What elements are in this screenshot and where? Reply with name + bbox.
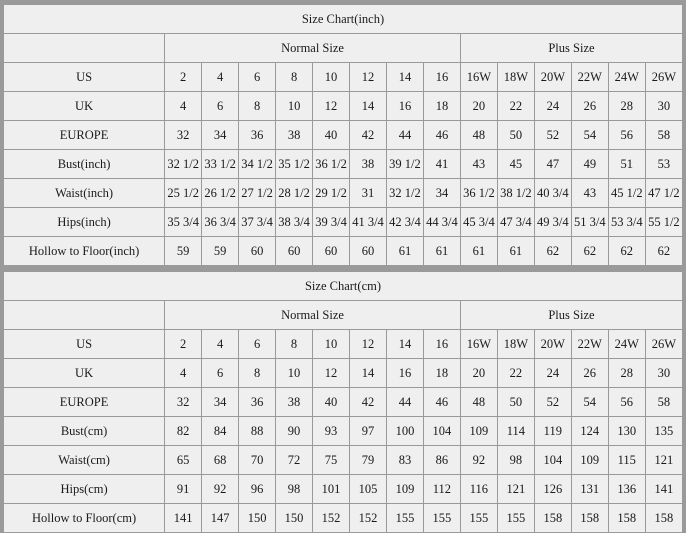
table-cell: 22W	[571, 330, 608, 359]
table-cell: 34 1/2	[239, 150, 276, 179]
row-label: US	[4, 330, 165, 359]
table-cell: 36	[239, 388, 276, 417]
table-cell: 39 1/2	[386, 150, 423, 179]
table-cell: 28	[608, 92, 645, 121]
table-cell: 152	[350, 504, 387, 533]
table-cell: 16W	[460, 330, 497, 359]
row-label: Hollow to Floor(inch)	[4, 237, 165, 266]
table-row	[4, 504, 683, 533]
table-cell: 4	[202, 330, 239, 359]
table-cell: 158	[608, 504, 645, 533]
row-label: EUROPE	[4, 121, 165, 150]
table-cell: 84	[202, 417, 239, 446]
table-cell: 45	[497, 150, 534, 179]
table-cell: 54	[571, 121, 608, 150]
table-cell: 24W	[608, 63, 645, 92]
table-cell: 105	[350, 475, 387, 504]
table-cell: 32	[165, 388, 202, 417]
table-cell: 34	[423, 179, 460, 208]
table-cell: 40	[313, 388, 350, 417]
table-cell: 130	[608, 417, 645, 446]
table-cell: 8	[276, 63, 313, 92]
table-cell: 22	[497, 359, 534, 388]
table-cell: 18	[423, 359, 460, 388]
table-cell: 52	[534, 388, 571, 417]
table-cell: 16	[386, 359, 423, 388]
table-cell: 114	[497, 417, 534, 446]
table-cell: 96	[239, 475, 276, 504]
table-cell: 14	[350, 92, 387, 121]
table-cell: 150	[276, 504, 313, 533]
table-cell: 6	[202, 92, 239, 121]
size-chart-inch-container	[3, 4, 683, 266]
table-cell: 155	[497, 504, 534, 533]
table-cell: 86	[423, 446, 460, 475]
table-cell: 59	[202, 237, 239, 266]
table-cell: 62	[534, 237, 571, 266]
table-cell: 27 1/2	[239, 179, 276, 208]
table-cell: 88	[239, 417, 276, 446]
table-cell: 36	[239, 121, 276, 150]
table-cell: 45 1/2	[608, 179, 645, 208]
row-label: UK	[4, 92, 165, 121]
table-cell: 44 3/4	[423, 208, 460, 237]
table-cell: 116	[460, 475, 497, 504]
table-cell: 20W	[534, 330, 571, 359]
table-cell: 20W	[534, 63, 571, 92]
table-row	[4, 446, 683, 475]
table-row	[4, 92, 683, 121]
table-cell: 42	[350, 388, 387, 417]
row-label: Hollow to Floor(cm)	[4, 504, 165, 533]
table-cell: 40	[313, 121, 350, 150]
table-cell: 65	[165, 446, 202, 475]
table-cell: 34	[202, 388, 239, 417]
table-cell: 38	[276, 121, 313, 150]
table-cell: 28 1/2	[276, 179, 313, 208]
table-cell: 22W	[571, 63, 608, 92]
table-cell: 26W	[645, 330, 682, 359]
table-cell: 42	[350, 121, 387, 150]
chart-title: Size Chart(inch)	[4, 5, 683, 34]
table-cell: 46	[423, 388, 460, 417]
table-cell: 14	[386, 63, 423, 92]
table-cell: 6	[239, 63, 276, 92]
table-cell: 98	[497, 446, 534, 475]
table-cell: 109	[571, 446, 608, 475]
table-cell: 22	[497, 92, 534, 121]
table-cell: 135	[645, 417, 682, 446]
table-cell: 62	[645, 237, 682, 266]
table-cell: 36 1/2	[460, 179, 497, 208]
table-cell: 14	[350, 359, 387, 388]
table-cell: 131	[571, 475, 608, 504]
table-row	[4, 121, 683, 150]
table-cell: 92	[202, 475, 239, 504]
table-cell: 82	[165, 417, 202, 446]
row-label: Hips(cm)	[4, 475, 165, 504]
table-cell: 155	[423, 504, 460, 533]
table-cell: 46	[423, 121, 460, 150]
table-cell: 14	[386, 330, 423, 359]
table-row	[4, 208, 683, 237]
table-cell: 101	[313, 475, 350, 504]
table-cell: 36 3/4	[202, 208, 239, 237]
table-cell: 38	[350, 150, 387, 179]
table-cell: 50	[497, 388, 534, 417]
table-cell: 42 3/4	[386, 208, 423, 237]
table-cell: 33 1/2	[202, 150, 239, 179]
table-cell: 79	[350, 446, 387, 475]
table-cell: 10	[313, 330, 350, 359]
table-cell: 68	[202, 446, 239, 475]
table-cell: 38	[276, 388, 313, 417]
table-cell: 56	[608, 388, 645, 417]
group-header: Normal Size	[165, 34, 461, 63]
table-cell: 18	[423, 92, 460, 121]
corner-blank-cell	[4, 301, 165, 330]
table-cell: 38 3/4	[276, 208, 313, 237]
table-cell: 24W	[608, 330, 645, 359]
table-cell: 155	[386, 504, 423, 533]
chart-group-row	[4, 301, 683, 330]
table-cell: 141	[165, 504, 202, 533]
table-cell: 24	[534, 92, 571, 121]
table-cell: 12	[313, 92, 350, 121]
table-cell: 40 3/4	[534, 179, 571, 208]
table-cell: 59	[165, 237, 202, 266]
table-cell: 32 1/2	[165, 150, 202, 179]
table-cell: 75	[313, 446, 350, 475]
table-cell: 112	[423, 475, 460, 504]
table-cell: 8	[239, 92, 276, 121]
table-cell: 50	[497, 121, 534, 150]
corner-blank-cell	[4, 34, 165, 63]
table-cell: 4	[165, 92, 202, 121]
table-cell: 18W	[497, 330, 534, 359]
table-cell: 93	[313, 417, 350, 446]
table-cell: 136	[608, 475, 645, 504]
table-cell: 91	[165, 475, 202, 504]
table-cell: 29 1/2	[313, 179, 350, 208]
table-cell: 62	[571, 237, 608, 266]
table-cell: 10	[276, 359, 313, 388]
table-cell: 16W	[460, 63, 497, 92]
table-cell: 97	[350, 417, 387, 446]
size-chart-table	[3, 4, 683, 266]
table-cell: 18W	[497, 63, 534, 92]
table-cell: 61	[497, 237, 534, 266]
group-header: Plus Size	[460, 34, 682, 63]
table-cell: 56	[608, 121, 645, 150]
table-cell: 26 1/2	[202, 179, 239, 208]
table-cell: 4	[165, 359, 202, 388]
table-cell: 83	[386, 446, 423, 475]
table-cell: 48	[460, 121, 497, 150]
table-cell: 60	[276, 237, 313, 266]
table-cell: 45 3/4	[460, 208, 497, 237]
table-row	[4, 475, 683, 504]
table-cell: 90	[276, 417, 313, 446]
row-label: EUROPE	[4, 388, 165, 417]
table-cell: 44	[386, 388, 423, 417]
table-cell: 25 1/2	[165, 179, 202, 208]
table-cell: 152	[313, 504, 350, 533]
table-cell: 47 3/4	[497, 208, 534, 237]
table-cell: 34	[202, 121, 239, 150]
table-cell: 119	[534, 417, 571, 446]
table-cell: 35 1/2	[276, 150, 313, 179]
table-cell: 6	[202, 359, 239, 388]
table-cell: 121	[645, 446, 682, 475]
row-label: Waist(inch)	[4, 179, 165, 208]
table-cell: 109	[386, 475, 423, 504]
table-cell: 100	[386, 417, 423, 446]
table-cell: 16	[423, 63, 460, 92]
table-cell: 4	[202, 63, 239, 92]
table-cell: 58	[645, 388, 682, 417]
table-cell: 12	[313, 359, 350, 388]
table-cell: 30	[645, 92, 682, 121]
table-row	[4, 63, 683, 92]
table-cell: 53	[645, 150, 682, 179]
table-cell: 104	[534, 446, 571, 475]
table-cell: 121	[497, 475, 534, 504]
table-row	[4, 237, 683, 266]
table-cell: 28	[608, 359, 645, 388]
table-cell: 6	[239, 330, 276, 359]
row-label: Bust(cm)	[4, 417, 165, 446]
table-cell: 16	[423, 330, 460, 359]
table-row	[4, 179, 683, 208]
table-cell: 38 1/2	[497, 179, 534, 208]
row-label: US	[4, 63, 165, 92]
table-cell: 47 1/2	[645, 179, 682, 208]
table-cell: 158	[645, 504, 682, 533]
table-cell: 20	[460, 359, 497, 388]
table-cell: 43	[460, 150, 497, 179]
table-cell: 24	[534, 359, 571, 388]
table-cell: 158	[534, 504, 571, 533]
size-chart-cm-container	[3, 271, 683, 533]
table-cell: 147	[202, 504, 239, 533]
table-cell: 47	[534, 150, 571, 179]
row-label: Waist(cm)	[4, 446, 165, 475]
table-cell: 92	[460, 446, 497, 475]
row-label: Hips(inch)	[4, 208, 165, 237]
group-header: Normal Size	[165, 301, 461, 330]
table-cell: 51	[608, 150, 645, 179]
table-cell: 32	[165, 121, 202, 150]
table-cell: 60	[239, 237, 276, 266]
table-cell: 158	[571, 504, 608, 533]
table-row	[4, 417, 683, 446]
table-cell: 8	[276, 330, 313, 359]
table-cell: 98	[276, 475, 313, 504]
row-label: UK	[4, 359, 165, 388]
table-cell: 31	[350, 179, 387, 208]
table-row	[4, 388, 683, 417]
table-cell: 54	[571, 388, 608, 417]
table-cell: 61	[460, 237, 497, 266]
table-cell: 26	[571, 92, 608, 121]
table-cell: 10	[313, 63, 350, 92]
table-row	[4, 359, 683, 388]
table-cell: 62	[608, 237, 645, 266]
table-cell: 26W	[645, 63, 682, 92]
table-cell: 58	[645, 121, 682, 150]
chart-title-row	[4, 272, 683, 301]
table-row	[4, 150, 683, 179]
table-cell: 2	[165, 330, 202, 359]
table-cell: 26	[571, 359, 608, 388]
group-header: Plus Size	[460, 301, 682, 330]
chart-title-row	[4, 5, 683, 34]
table-cell: 150	[239, 504, 276, 533]
table-cell: 104	[423, 417, 460, 446]
table-cell: 115	[608, 446, 645, 475]
chart-title: Size Chart(cm)	[4, 272, 683, 301]
table-cell: 49	[571, 150, 608, 179]
table-cell: 53 3/4	[608, 208, 645, 237]
table-cell: 44	[386, 121, 423, 150]
table-cell: 72	[276, 446, 313, 475]
table-cell: 60	[350, 237, 387, 266]
table-cell: 52	[534, 121, 571, 150]
table-cell: 20	[460, 92, 497, 121]
table-cell: 37 3/4	[239, 208, 276, 237]
row-label: Bust(inch)	[4, 150, 165, 179]
table-cell: 51 3/4	[571, 208, 608, 237]
table-cell: 36 1/2	[313, 150, 350, 179]
table-cell: 12	[350, 63, 387, 92]
table-cell: 49 3/4	[534, 208, 571, 237]
table-cell: 126	[534, 475, 571, 504]
table-cell: 155	[460, 504, 497, 533]
table-cell: 39 3/4	[313, 208, 350, 237]
table-cell: 61	[386, 237, 423, 266]
table-cell: 43	[571, 179, 608, 208]
table-cell: 124	[571, 417, 608, 446]
table-cell: 41	[423, 150, 460, 179]
table-row	[4, 330, 683, 359]
table-cell: 61	[423, 237, 460, 266]
table-cell: 109	[460, 417, 497, 446]
table-cell: 30	[645, 359, 682, 388]
table-cell: 8	[239, 359, 276, 388]
table-cell: 55 1/2	[645, 208, 682, 237]
table-cell: 10	[276, 92, 313, 121]
table-cell: 60	[313, 237, 350, 266]
table-cell: 141	[645, 475, 682, 504]
table-cell: 12	[350, 330, 387, 359]
table-cell: 35 3/4	[165, 208, 202, 237]
chart-group-row	[4, 34, 683, 63]
table-cell: 2	[165, 63, 202, 92]
table-cell: 16	[386, 92, 423, 121]
table-cell: 32 1/2	[386, 179, 423, 208]
size-chart-table	[3, 271, 683, 533]
table-cell: 41 3/4	[350, 208, 387, 237]
table-cell: 48	[460, 388, 497, 417]
table-cell: 70	[239, 446, 276, 475]
